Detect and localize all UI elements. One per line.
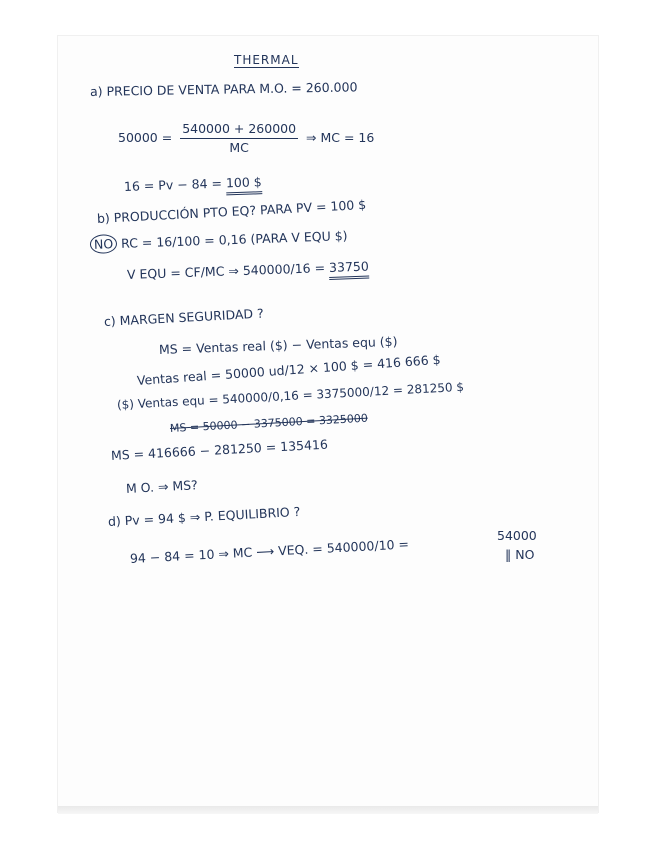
ventas-equ-line: ($) Ventas equ = 540000/0,16 = 3375000/12 = 281250 $ xyxy=(116,379,465,412)
price-result: 100 $ xyxy=(226,174,262,195)
no-marker: NO xyxy=(90,234,118,254)
fraction-denominator: MC xyxy=(229,139,249,155)
equation-result: ⇒ MC = 16 xyxy=(306,130,375,145)
section-d-calculation: 94 − 84 = 10 ⇒ MC ⟶ VEQ. = 540000/10 = xyxy=(129,536,410,566)
section-a-equation xyxy=(118,123,374,154)
rc-expression: RC = 16/100 = 0,16 (PARA V EQU $) xyxy=(120,228,348,251)
section-b-heading: b) PRODUCCIÓN PTO EQ? PARA PV = 100 $ xyxy=(96,196,367,226)
ms-definition: MS = Ventas real ($) − Ventas equ ($) xyxy=(158,333,398,357)
fraction-numerator: 540000 + 260000 xyxy=(180,123,298,139)
vequ-result: 33750 xyxy=(329,259,369,280)
fraction xyxy=(180,123,298,154)
section-c-heading: c) MARGEN SEGURIDAD ? xyxy=(103,305,265,329)
equation-left: 50000 = xyxy=(118,130,173,145)
section-a-heading: a) PRECIO DE VENTA PARA M.O. = 260.000 xyxy=(89,79,358,99)
section-d-heading: d) Pv = 94 $ ⇒ P. EQUILIBRIO ? xyxy=(107,503,301,529)
section-a-price xyxy=(124,176,262,193)
paper-edge-shadow xyxy=(58,806,598,814)
page-title: THERMAL xyxy=(234,53,299,67)
struck-calculation: MS = 50000 − 3375000 = 3325000 xyxy=(169,411,369,435)
ms-result: MS = 416666 − 281250 = 135416 xyxy=(110,436,329,463)
mo-ms-question: M O. ⇒ MS? xyxy=(125,477,199,496)
ventas-real-line: Ventas real = 50000 ud/12 × 100 $ = 416 666 $ xyxy=(136,351,442,388)
price-expression: 16 = Pv − 84 = xyxy=(123,175,223,194)
vequ-expression: V EQU = CF/MC ⇒ 540000/16 = xyxy=(126,260,326,282)
section-d-result: 54000 xyxy=(497,528,537,543)
section-d-no: ‖ NO xyxy=(505,547,535,562)
